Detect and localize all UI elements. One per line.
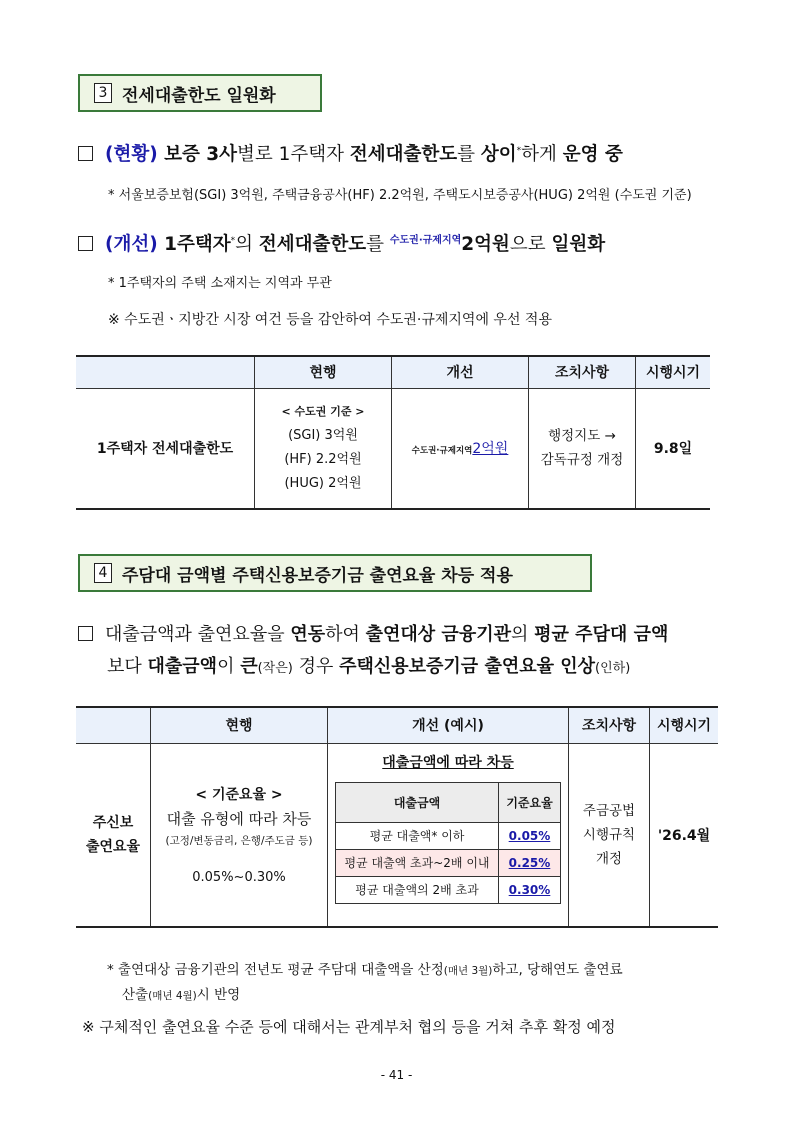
text: 별로 1주택자	[237, 144, 350, 165]
text: 1주택자	[157, 234, 231, 255]
text: 이	[217, 656, 241, 677]
text: 시 반영	[196, 987, 241, 1003]
row-label-line: 주신보	[92, 814, 134, 831]
status-tag: (현황)	[105, 144, 158, 165]
text: 출연대상 금융기관	[365, 624, 511, 645]
action-line: 주금공법	[582, 802, 636, 819]
amount-cell: 평균 대출액의 2배 초과	[336, 876, 499, 903]
text: 를	[366, 234, 390, 255]
note: * 1주택자의 주택 소재지는 지역과 무관	[108, 276, 332, 291]
amount-cell: 평균 대출액 초과~2배 이내	[336, 849, 499, 876]
section-3-status-paragraph	[78, 140, 623, 166]
table-header: 조치사항	[529, 356, 636, 388]
note: ※ 수도권ㆍ지방간 시장 여건 등을 감안하여 수도권·규제지역에 우선 적용	[108, 312, 552, 328]
text: 의	[510, 624, 535, 645]
current-sub: (고정/변동금리, 은행/주도금 등)	[165, 835, 313, 848]
text: 연동	[290, 624, 326, 645]
table-header: 현행	[151, 707, 328, 743]
row-label	[76, 743, 151, 927]
table-header: 시행시기	[650, 707, 719, 743]
text: 의	[235, 234, 259, 255]
current-line: (HUG) 2억원	[284, 476, 362, 492]
action-line: 개정	[595, 850, 623, 867]
text: 하여	[325, 624, 366, 645]
text: 하고, 당해연도 출연료	[492, 962, 623, 978]
text: 평균 주담대 금액	[534, 624, 669, 645]
current-title: < 기준요율 >	[195, 787, 283, 804]
text: 일원화	[551, 234, 606, 255]
current-line: (HF) 2.2억원	[284, 452, 362, 468]
section-4-paragraph-line-1	[78, 620, 668, 646]
text: 2억원	[461, 234, 510, 255]
action-cell	[529, 388, 636, 509]
text: 산출	[122, 987, 149, 1003]
subtable-header: 기준요율	[499, 782, 561, 822]
current-line: (SGI) 3억원	[288, 428, 358, 444]
text: 하게	[521, 144, 563, 165]
text: (인하)	[595, 661, 631, 676]
date-cell: '26.4월	[657, 827, 711, 844]
current-cell	[151, 743, 328, 927]
section-number: 4	[94, 563, 112, 583]
text: 상이	[480, 144, 517, 165]
checkbox-bullet-icon	[78, 626, 93, 641]
text: * 출연대상 금융기관의 전년도 평균 주담대 대출액을 산정	[107, 962, 444, 978]
table-header: 시행시기	[636, 356, 711, 388]
text: 보증 3사	[157, 144, 238, 165]
table-header	[76, 356, 255, 388]
current-header: < 수도권 기준 >	[281, 405, 365, 419]
text: 주택신용보증기금 출연요율 인상	[339, 656, 596, 677]
checkbox-bullet-icon	[78, 236, 93, 251]
table-header: 조치사항	[569, 707, 650, 743]
text: 경우	[292, 656, 340, 677]
note: ※ 구체적인 출연요율 수준 등에 대해서는 관계부처 협의 등을 거쳐 추후 확정 예정	[82, 1018, 616, 1036]
section-3-improvement-paragraph	[78, 230, 605, 256]
table-header: 개선	[392, 356, 529, 388]
table-header: 개선 (예시)	[328, 707, 569, 743]
text: 전세대출한도	[258, 234, 367, 255]
page-number: - 41 -	[380, 1068, 413, 1082]
loan-limit-table	[76, 355, 710, 510]
action-line: 행정지도 →	[548, 428, 616, 445]
improvement-cell	[328, 743, 569, 927]
text: 운영 중	[562, 144, 623, 165]
improvement-cell	[392, 388, 529, 509]
note	[122, 983, 240, 1003]
text: (작은)	[257, 661, 293, 676]
improve-title: 대출금액에 따라 차등	[382, 754, 514, 771]
current-desc: 대출 유형에 따라 차등	[166, 810, 312, 829]
text: (매년 3월)	[443, 965, 493, 977]
text: (매년 4월)	[148, 990, 197, 1002]
footnote-marker: *	[230, 235, 236, 246]
text: 대출금액	[147, 656, 218, 677]
section-title: 주담대 금액별 주택신용보증기금 출연요율 차등 적용	[122, 565, 513, 586]
row-label-line: 출연요율	[85, 838, 141, 855]
table-header	[76, 707, 151, 743]
footnote-marker: *	[516, 145, 522, 156]
checkbox-bullet-icon	[78, 146, 93, 161]
improvement-tag: (개선)	[105, 234, 158, 255]
text: 보다	[107, 656, 148, 677]
text: 전세대출한도	[349, 144, 458, 165]
rate-subtable	[335, 782, 561, 904]
section-3-title-box	[78, 74, 322, 112]
action-line: 감독규정 개정	[540, 452, 624, 469]
improve-prefix: 수도권·규제지역	[411, 446, 473, 457]
section-title: 전세대출한도 일원화	[122, 85, 276, 106]
superscript-region: 수도권·규제지역	[389, 234, 462, 246]
current-range: 0.05%~0.30%	[192, 870, 286, 886]
text: 를	[457, 144, 481, 165]
action-cell	[569, 743, 650, 927]
text: 큰	[240, 656, 258, 677]
section-4-title-box	[78, 554, 592, 592]
subtable-header: 대출금액	[336, 782, 499, 822]
current-cell	[255, 388, 392, 509]
section-4-paragraph-line-2	[107, 652, 630, 678]
rate-cell: 0.05%	[499, 822, 561, 849]
text: 으로	[509, 234, 552, 255]
date-cell: 9.8일	[653, 441, 693, 458]
note: * 서울보증보험(SGI) 3억원, 주택금융공사(HF) 2.2억원, 주택도시보증공사(HUG) 2억원 (수도권 기준)	[108, 188, 692, 203]
note	[107, 958, 623, 978]
table-header: 현행	[255, 356, 392, 388]
rate-cell: 0.25%	[499, 849, 561, 876]
contribution-rate-table	[76, 706, 718, 928]
row-label: 1주택자 전세대출한도	[76, 388, 255, 509]
action-line: 시행규칙	[582, 826, 636, 843]
improve-value: 2억원	[472, 441, 509, 458]
rate-cell: 0.30%	[499, 876, 561, 903]
text: 대출금액과 출연요율을	[105, 624, 291, 645]
amount-cell: 평균 대출액* 이하	[336, 822, 499, 849]
section-number: 3	[94, 83, 112, 103]
